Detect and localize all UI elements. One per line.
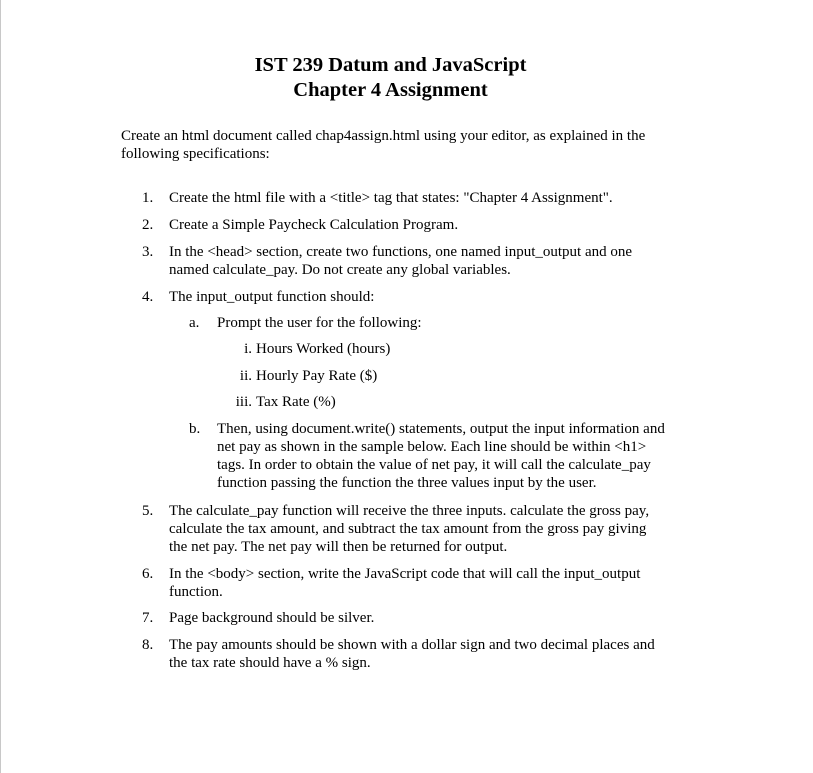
roman-label: i. xyxy=(244,341,252,357)
list-item-text xyxy=(169,565,709,601)
text-line: the tax rate should have a % sign. xyxy=(169,655,371,671)
roman-text: Tax Rate (%) xyxy=(256,394,336,410)
list-item-number: 8. xyxy=(142,637,154,653)
list-item-number: 5. xyxy=(142,503,154,519)
list-item-text xyxy=(169,502,709,556)
text-line: Then, using document.write() statements, output the input information and xyxy=(217,421,665,437)
list-item-text xyxy=(169,288,709,306)
text-line: Create a Simple Paycheck Calculation Program. xyxy=(169,217,459,233)
text-line: Create the html file with a <title> tag that states: "Chapter 4 Assignment". xyxy=(169,190,613,206)
text-line: In the <body> section, write the JavaScript code that will call the input_output xyxy=(169,566,641,582)
text-line: The pay amounts should be shown with a dollar sign and two decimal places and xyxy=(169,637,655,653)
list-item-number: 4. xyxy=(142,289,154,305)
document-subtitle: Chapter 4 Assignment xyxy=(293,79,488,101)
list-item-number: 2. xyxy=(142,217,154,233)
sub-item-label: a. xyxy=(189,315,200,331)
roman-text: Hours Worked (hours) xyxy=(256,341,391,357)
text-line: The input_output function should: xyxy=(169,289,375,305)
roman-text: Hourly Pay Rate ($) xyxy=(256,368,378,384)
sub-item-text xyxy=(217,420,707,492)
list-item-number: 6. xyxy=(142,566,154,582)
text-line: function. xyxy=(169,584,223,600)
text-line: the net pay. The net pay will then be returned for output. xyxy=(169,539,508,555)
text-line: calculate the tax amount, and subtract the tax amount from the gross pay giving xyxy=(169,521,647,537)
text-line: Page background should be silver. xyxy=(169,610,375,626)
intro-paragraph xyxy=(121,127,701,163)
text-line: named calculate_pay. Do not create any global variables. xyxy=(169,262,511,278)
text-line: tags. In order to obtain the value of net pay, it will call the calculate_pay xyxy=(217,457,651,473)
intro-line: Create an html document called chap4assign.html using your editor, as explained in the xyxy=(121,128,646,144)
sub-item-text: Prompt the user for the following: xyxy=(217,315,422,331)
text-line: The calculate_pay function will receive the three inputs. calculate the gross pay, xyxy=(169,503,650,519)
page-edge-divider xyxy=(0,0,1,773)
list-item-text xyxy=(169,609,709,627)
list-item-number: 7. xyxy=(142,610,154,626)
list-item-number: 3. xyxy=(142,244,154,260)
sub-item-label: b. xyxy=(189,421,201,437)
roman-label: iii. xyxy=(235,394,252,410)
list-item-text xyxy=(169,189,709,207)
intro-line: following specifications: xyxy=(121,146,270,162)
roman-label: ii. xyxy=(239,368,252,384)
list-item-number: 1. xyxy=(142,190,154,206)
document-title: IST 239 Datum and JavaScript xyxy=(254,54,527,76)
list-item-text xyxy=(169,216,709,234)
text-line: function passing the function the three values input by the user. xyxy=(217,475,597,491)
list-item-text xyxy=(169,243,709,279)
text-line: In the <head> section, create two functions, one named input_output and one xyxy=(169,244,633,260)
list-item-text xyxy=(169,636,709,672)
text-line: net pay as shown in the sample below. Each line should be within <h1> xyxy=(217,439,647,455)
